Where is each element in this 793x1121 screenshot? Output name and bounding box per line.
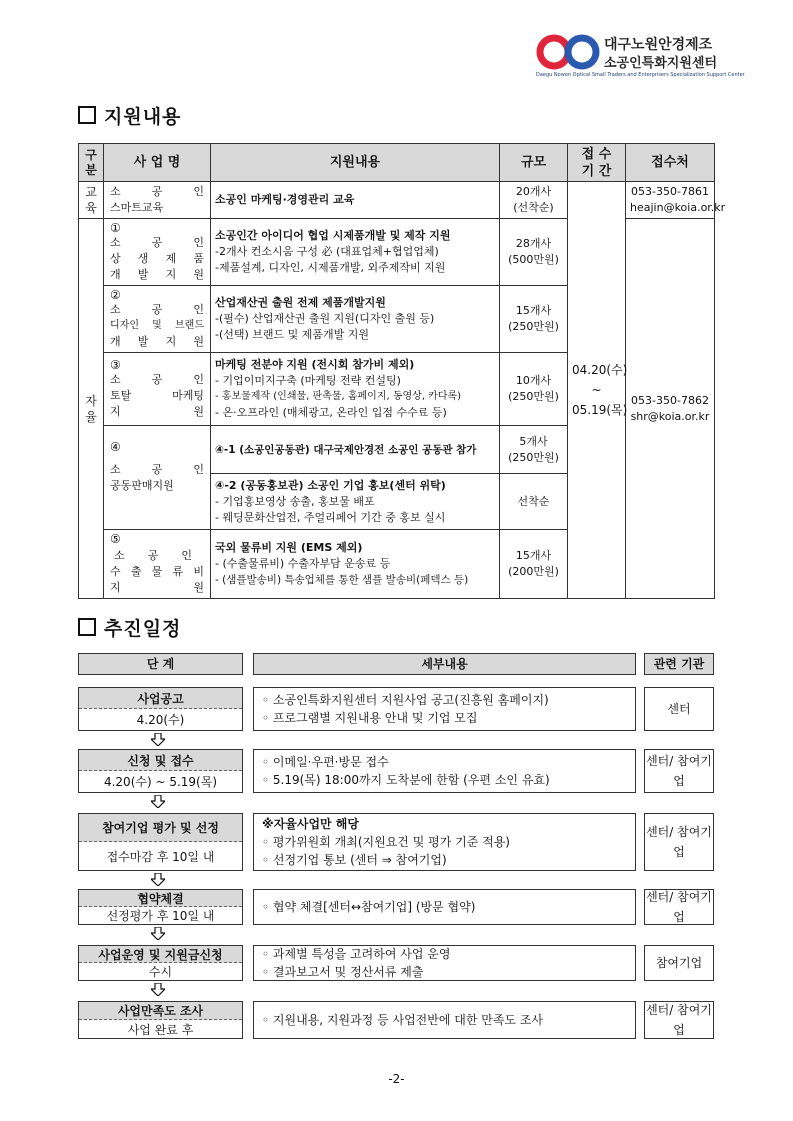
section-title-schedule: 추진일정 bbox=[78, 614, 181, 641]
scale-cell: 선착순 bbox=[500, 474, 568, 530]
down-arrow-icon bbox=[151, 873, 165, 886]
header-scale: 규모 bbox=[500, 144, 568, 182]
header-period: 접 수 기 간 bbox=[568, 144, 626, 182]
schedule-step: 참여기업 평가 및 선정 접수마감 후 10일 내 bbox=[78, 813, 243, 871]
down-arrow-icon bbox=[151, 927, 165, 940]
schedule-header-step: 단 계 bbox=[78, 653, 243, 675]
down-arrow-icon bbox=[151, 983, 165, 996]
content-cell: 산업재산권 출원 전제 제품개발지원 -(필수) 산업재산권 출원 지원(디자인 출원 등) -(선택) 브랜드 및 제품개발 지원 bbox=[211, 286, 500, 353]
contact-self: 053-350-7862 shr@koia.or.kr bbox=[626, 219, 715, 599]
content-cell: ④-1 (소공인공동관) 대구국제안경전 소공인 공동관 참가 bbox=[211, 426, 500, 474]
contact-edu: 053-350-7861 heajin@koia.or.kr bbox=[626, 182, 715, 219]
schedule-org: 센터/ 참여기업 bbox=[644, 1001, 714, 1039]
biz-name: ④ 소 공 인 공동판매지원 bbox=[104, 426, 211, 530]
gubun-self: 자 율 bbox=[79, 219, 104, 599]
biz-name: ② 소 공 인 디자인 및 브랜드 개 발 지 원 bbox=[104, 286, 211, 353]
section-title-support: 지원내용 bbox=[78, 102, 181, 129]
down-arrow-icon bbox=[151, 795, 165, 808]
support-table bbox=[78, 143, 726, 599]
schedule-detail: ◦ 지원내용, 지원과정 등 사업전반에 대한 만족도 조사 bbox=[253, 1001, 636, 1039]
scale-cell: 10개사 (250만원) bbox=[500, 353, 568, 426]
schedule-detail: ◦ 소공인특화지원센터 지원사업 공고(진흥원 홈페이지) ◦ 프로그램별 지원내용 안내 및 기업 모집 bbox=[253, 687, 636, 731]
biz-name: ⑤ 소 공 인 수 출 물 류 비 지 원 bbox=[104, 530, 211, 599]
checkbox-square-icon bbox=[78, 106, 96, 124]
scale-cell: 28개사 (500만원) bbox=[500, 219, 568, 286]
schedule-org: 센터/ 참여기업 bbox=[644, 749, 714, 793]
schedule-detail: ◦ 이메일·우편·방문 접수 ◦ 5.19(목) 18:00까지 도착분에 한함 (우편 소인 유효) bbox=[253, 749, 636, 793]
logo-name-line2: 소공인특화지원센터 bbox=[604, 56, 718, 71]
content-edu: 소공인 마케팅·경영관리 교육 bbox=[211, 182, 500, 219]
center-logo bbox=[536, 32, 745, 84]
scale-edu: 20개사 (선착순) bbox=[500, 182, 568, 219]
logo-rings-icon bbox=[536, 34, 602, 70]
table-header-row bbox=[79, 144, 715, 182]
biz-name: ③ 소 공 인 토탈 마케팅 지 원 bbox=[104, 353, 211, 426]
header-biz: 사 업 명 bbox=[104, 144, 211, 182]
table-row-edu bbox=[79, 182, 715, 219]
checkbox-square-icon bbox=[78, 618, 96, 636]
logo-english-name: Daegu Nowon Optical Small Traders and Enterprisers Specialization Support Center bbox=[536, 72, 745, 78]
schedule-header-org: 관련 기관 bbox=[644, 653, 714, 675]
scale-cell: 5개사 (250만원) bbox=[500, 426, 568, 474]
biz-name-edu: 소 공 인 스마트교육 bbox=[104, 182, 211, 219]
period-cell: 04.20(수) ~ 05.19(목) bbox=[568, 182, 626, 599]
schedule-step: 사업운영 및 지원금신청 수시 bbox=[78, 945, 243, 981]
schedule-org: 센터/ 참여기업 bbox=[644, 813, 714, 871]
header-gubun: 구 분 bbox=[79, 144, 104, 182]
header-contact: 접수처 bbox=[626, 144, 715, 182]
schedule-org: 참여기업 bbox=[644, 945, 714, 981]
header-content: 지원내용 bbox=[211, 144, 500, 182]
schedule-step: 사업만족도 조사 사업 완료 후 bbox=[78, 1001, 243, 1039]
schedule-step: 사업공고 4.20(수) bbox=[78, 687, 243, 731]
content-cell: 마케팅 전분야 지원 (전시회 참가비 제외) - 기업이미지구축 (마케팅 전략 컨설팅) - 홍보물제작 (인쇄물, 판촉물, 홈페이지, 동영상, 카다록) - 온·오프라인 (매체광고, 온라인 입점 수수료 등) bbox=[211, 353, 500, 426]
schedule-detail: ※자율사업만 해당 ◦ 평가위원회 개최(지원요건 및 평가 기준 적용) ◦ 선정기업 통보 (센터 ⇒ 참여기업) bbox=[253, 813, 636, 871]
gubun-edu: 교 육 bbox=[79, 182, 104, 219]
schedule-step: 신청 및 접수 4.20(수) ~ 5.19(목) bbox=[78, 749, 243, 793]
content-cell: ④-2 (공동홍보관) 소공인 기업 홍보(센터 위탁) - 기업홍보영상 송출, 홍보물 배포 - 웨딩문화산업전, 주얼리페어 기간 중 홍보 실시 bbox=[211, 474, 500, 530]
scale-cell: 15개사 (200만원) bbox=[500, 530, 568, 599]
biz-name: ① 소 공 인 상 생 제 품 개 발 지 원 bbox=[104, 219, 211, 286]
schedule-detail: ◦ 과제별 특성을 고려하여 사업 운영 ◦ 결과보고서 및 정산서류 제출 bbox=[253, 945, 636, 981]
schedule-step: 협약체결 선정평가 후 10일 내 bbox=[78, 889, 243, 925]
down-arrow-icon bbox=[151, 733, 165, 746]
schedule-org: 센터/ 참여기업 bbox=[644, 889, 714, 925]
scale-cell: 15개사 (250만원) bbox=[500, 286, 568, 353]
content-cell: 국외 물류비 지원 (EMS 제외) - (수출물류비) 수출자부담 운송료 등 - (샘플발송비) 특송업체를 통한 샘플 발송비(페덱스 등) bbox=[211, 530, 500, 599]
content-cell: 소공인간 아이디어 협업 시제품개발 및 제작 지원 -2개사 컨소시움 구성 必 (대표업체+협업업체) -제품설계, 디자인, 시제품개발, 외주제작비 지원 bbox=[211, 219, 500, 286]
schedule-org: 센터 bbox=[644, 687, 714, 731]
logo-name-line1: 대구노원안경제조 bbox=[604, 37, 713, 53]
schedule-header-detail: 세부내용 bbox=[253, 653, 636, 675]
schedule-flow bbox=[78, 653, 714, 1043]
schedule-detail: ◦ 협약 체결[센터↔참여기업] (방문 협약) bbox=[253, 889, 636, 925]
page-number: -2- bbox=[388, 1072, 405, 1086]
